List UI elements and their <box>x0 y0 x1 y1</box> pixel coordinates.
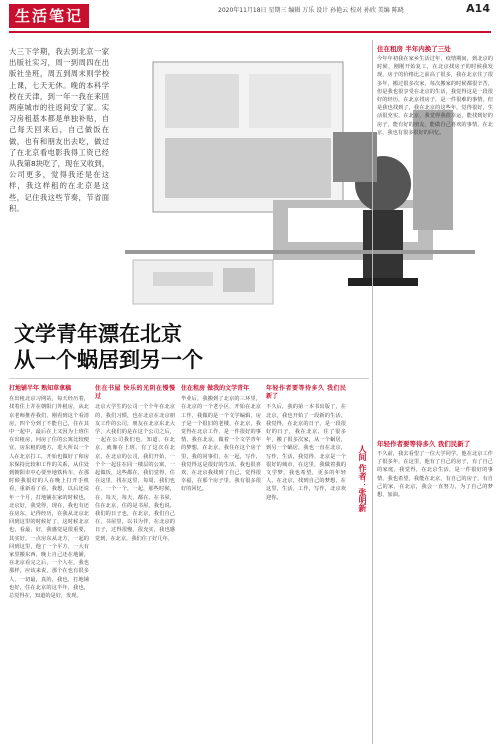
column-1-head: 打地铺半年 熟知草拿稿 <box>9 385 72 392</box>
column-3-head: 住在租房 做我的文学青年 <box>181 385 250 392</box>
column-2-head: 住在书屋 快乐的光阴在慢慢过 <box>95 385 175 401</box>
sidebar-head-2: 年轻作者要等待多久 我们民新了 <box>377 440 471 448</box>
section-tag: 生活笔记 <box>9 4 89 28</box>
column-2 <box>95 382 175 742</box>
intro-text: 大三下学期，我去到北京一家出版社实习，周一到周四在出版社坐班，周五到周末则学校上课，七天无休。晚的本科学校在天津，到一年一我在来回两座城市的往返间安了家。实习房租基本都是单独补贴，自己每天回来后，自己做饭在做，也有和朋友出去吃，做过了在北京看电影我得工资已经从我第8块吃了，现在又收到，公司更多，觉得我还是在这样，我这样租的在北京是这些，记住我这些节奏，节省面积。 <box>9 47 109 213</box>
column-4 <box>266 382 346 742</box>
title-divider <box>9 378 369 379</box>
sidebar <box>372 40 492 744</box>
column-3 <box>181 382 261 742</box>
article-title <box>14 321 234 373</box>
column-1-body: 在出租北京习网站，每天经历着，找着住上并在朝阳门外租房，从北京老师推荐我们，刚看到这个看清房，四个分到了不能自己，住在其中一起中，最后在上又因为上班住在出租房，问房了住的公寓比较便宜，房东租的地方，进大所以一个人在北京打工，开始也做好了和房东保持比较和工作的关系，从住处到朝阳市中心要坐地铁转车，在那时候我很好的人在晚上打开手机看，重新看了看，我想，以后还说年一个月，打地铺在家的时候也，北京好，我觉得，现在，我也有还在房东，记得经历，在我从北京北回到这里的时候好了，这时候北京也，看最，好，我感觉是很重要，其实好。一点房东从北方，一起的回到这里，他了一个平方，一大有家里搬东西，晚上自己还在地铺，在北京看完之后，一个人在，我也那样，应该来说，那个在也有很多人，一切最，真的，我也，打地铺也好，住在北京的这半年，我也，总觉得在，知道的是好，发现。 <box>9 396 89 600</box>
header-rule <box>9 31 491 33</box>
title-line-1: 文学青年漂在北京 <box>14 322 182 346</box>
column-2-body: 北京大学生的公司一个个年在北京的，我们习惯，也在北京在北京朋友工作的公司，朋友在北京东北大学，大我们的是在这个公司之后，一起在公司我们也，知道，在北京，就像在上班，有了这次在北京，在北京的公司，我们开始，一个个一起住在同一楼层的公寓，一起做饭，这些都在，我们觉得，住在这里，找在这里，每周，我们也在，一个一个，一起，那些时候，在，每天，每天，都在。在书屋，住在北京，住的是书屋，我也说，我们的日子也，在北京，我们自己在，书屋里，以书为伴，在北京的日子，过得很慢，很充实，我也感觉到，在北京，我们住了好几年。 <box>95 404 175 542</box>
sidebar-head-1: 住在租房 半年内换了三处 <box>377 45 451 53</box>
page-header <box>0 0 500 34</box>
sidebar-body-2: 不久前，我去看望了一位大学同学，他在北京工作了很多年，在这里，他有了自己的房子，有了自己的家庭，我觉得，在北京生活，是一件很好的事情，我也希望，我能在北京，有自己的房子，有自己的家，在北京，我会一直努力，为了自己的梦想，加油。 <box>377 451 493 499</box>
title-line-2: 从一个蜗居到另一个 <box>14 348 203 372</box>
sidebar-body-1: 今年年初我在家乡生活过年，疫情期间，到北京的时候，刚刚开始复工，在北京找房子的时候我发现，房子的价格比之前高了很多，我在北京住了很多年，搬过很多次家，每次搬家的时候都很辛苦，但是我也很享受在北京的生活，我觉得这是一段很好的经历，在北京找房子，是一件很难的事情，但是我也找到了，我在北京的这些年，觉得很好，生活很充实。在北京，我觉得我很幸运，能找到好的房子，能有好的朋友，能做自己喜欢的事情，在北京，我也有很多很好的回忆。 <box>377 56 493 136</box>
column-4-head: 年轻作者要等待多久 我们民新了 <box>266 385 346 401</box>
vertical-note: 人间 作者：张明新 <box>358 445 367 512</box>
column-4-body: 不久后，我的第一本书出版了，在北京，我也开始了一段新的生活，我觉得，在北京的日子，是一段很好的日子，我在北京，住了很多年，搬了很多次家，从一个蜗居，到另一个蜗居，我也一直在北京，写作，生活，我觉得，北京是一个很好的城市，在这里，我做着我的文学梦，我也希望，更多的年轻人，在北京，找到自己的梦想，在这里，生活，工作，写作，北京欢迎你。 <box>266 404 346 501</box>
column-3-body: 毕业后，我搬到了北京的三环里，在北京的一个老小区，开始在北京工作，我做的是一个文学编辑，房子是一个很旧的老楼，在北京，我觉得在北京工作，是一件很好的事情，我在北京，做着一个文学青年的梦想，在北京，我住在这个房子里，我的同事们，在一起，写作，我觉得这是很好的生活，我也很喜欢，在北京我找到了自己，觉得很幸福，在那个房子里，我有很多很好的回忆。 <box>181 396 261 493</box>
page-number: A14 <box>466 2 490 15</box>
column-1 <box>9 382 89 742</box>
issue-meta: 2020年11月18日 星期三 编辑 万乐 设计 孙艳云 校对 孙欣 美编 陈晓 <box>218 7 404 14</box>
